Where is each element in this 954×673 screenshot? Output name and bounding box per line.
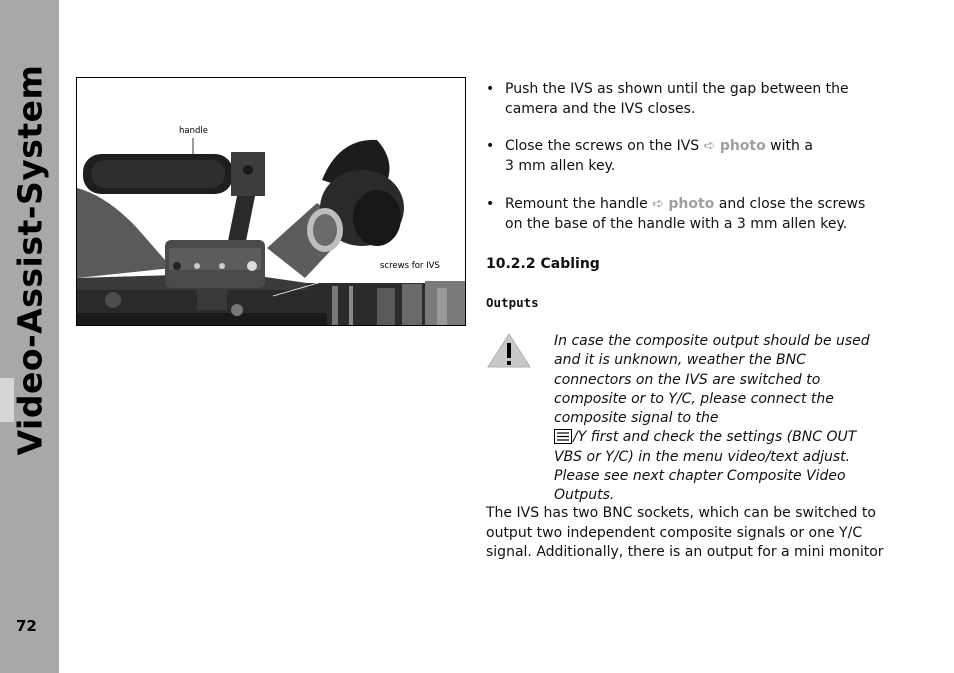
chapter-title: Video-Assist-System	[10, 64, 50, 456]
bullet-text: Push the IVS as shown until the gap between the camera and the IVS closes.	[505, 81, 849, 117]
photo-reference: photo	[719, 138, 766, 154]
bullet-text-part: with a	[765, 138, 813, 154]
bullet-dot: •	[486, 196, 495, 212]
section-heading: 10.2.2 Cabling	[486, 256, 600, 272]
bullet-dot: •	[486, 81, 495, 97]
note-text: In case the composite output should be used and it is unknown, weather the BNC connectors on the IVS are switched to composite or to Y/C, please connect the composite signal to the	[554, 333, 870, 427]
body-paragraph: The IVS has two BNC sockets, which can be switched to output two independent composite signals or one Y/C signal. Additionally, there is an output for a mini monitor	[486, 505, 884, 560]
menu-icon	[554, 429, 572, 444]
page-number: 72	[16, 617, 37, 635]
note-text: /Y first and check the settings (BNC OUT VBS or Y/C) in the menu video/text adjust. Please see next chapter Composite Video Outputs.	[554, 429, 857, 504]
bullet-text-part: Remount the handle	[505, 196, 653, 212]
bullet-text-part: 3 mm allen key.	[505, 157, 616, 174]
arrow-icon: ➪	[652, 196, 664, 212]
warning-note	[554, 332, 884, 506]
bullet-text-part: Close the screws on the IVS	[505, 138, 704, 154]
figure-label-screws: screws for IVS	[380, 261, 440, 271]
arrow-icon: ➪	[703, 138, 716, 154]
warning-icon	[486, 332, 532, 370]
bullet-text	[505, 195, 885, 234]
sidebar	[0, 0, 59, 673]
figure-label-handle: handle	[179, 126, 208, 136]
bullet-text-part: and close the screws on the base of the handle with a 3 mm allen key.	[505, 196, 866, 232]
camera-illustration	[77, 78, 466, 326]
subheading: Outputs	[486, 295, 539, 310]
bullet-text	[505, 137, 885, 176]
camera-photo	[76, 77, 466, 326]
bullet-dot: •	[486, 138, 495, 154]
photo-reference: photo	[668, 196, 715, 212]
